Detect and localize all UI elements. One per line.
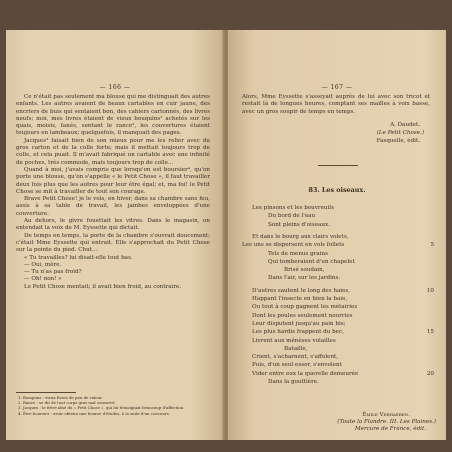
poem-line: Qui tomberaient d'un chapelet <box>268 258 355 265</box>
dialogue-line: — Oui, mère. <box>24 261 62 268</box>
paragraph: Le Petit Chose mentait; il avait bien froid, au contraire. <box>24 283 182 290</box>
line-number: 5 <box>430 242 434 249</box>
footnote: 3. Jacques : le frère aîné du « Petit Chose », qui lui témoignait beaucoup d'affection. <box>18 405 185 411</box>
poem-line: Dans la gouttière. <box>268 379 319 385</box>
paragraph: De temps en temps, la porte de la chambre s'ouvrait doucement; c'était Mme Eyssette qui entrait. Elle s'approchait du Petit Chose sur la pointe du pied. Chut... <box>16 232 210 254</box>
dialogue-line: — Tu n'as pas froid? <box>24 269 82 276</box>
page-number: — 167 — <box>321 84 353 91</box>
poem-line: Dans l'air, sur les jardins. <box>268 275 341 282</box>
poem-line: Brisé soudain, <box>284 267 325 274</box>
poem-line: Tels de menus grains <box>268 250 329 257</box>
section-divider <box>318 165 358 166</box>
poem-line: Vider entre eux la querelle demeurée <box>252 370 359 377</box>
poem-author: Émile Verhaeren. <box>362 412 410 418</box>
poem-line: Et dans le bourg aux clairs volets, <box>252 233 349 240</box>
poem-line: Les plus hardis frappent du bec, <box>252 329 344 336</box>
poem-line: Crient, s'acharnent, s'affolent, <box>252 354 339 361</box>
poem-line: Happant l'insecte en bien la baie, <box>252 296 348 302</box>
left-page <box>6 30 224 440</box>
right-page-intro <box>242 94 430 116</box>
line-number: 15 <box>426 329 434 336</box>
poem-line: Leur disputent jusqu'au pain bis; <box>252 320 346 327</box>
footnote: 1. Bouquins : vieux livres de peu de valeur. <box>18 395 103 400</box>
paragraph: Ce n'était pas seulement ma blouse qui me distinguait des autres enfants. Les autres avaient de beaux cartables en cuir jaune, des encriers de buis qui sentaient bon, des cahiers cartonnés, des livres neufs; moi, mes livres étaient de vieux bouquins¹ achetés sur les quais, moisis, fanés, sentant le rance², les couvertures étaient toujours en lambeaux; quelquefois, il manquait des pages. <box>16 94 210 137</box>
paragraph: Brave Petit Chose! je le vois, en hiver, dans sa chambre sans feu, assis à sa table de travail, les jambes enveloppées d'une couverture. <box>16 196 210 217</box>
poem-line: Dont les poules seulement nourries <box>252 312 353 319</box>
attribution-author: A. Daudet. <box>390 122 420 128</box>
paragraph: Au dehors, le givre fouettait les vitres. Dans le magasin, on entendait la voix de M. Eyssette qui dictait. <box>16 218 210 232</box>
poem-publisher: Mercure de France, édit. <box>354 426 426 432</box>
dialogue-line: « Tu travailles? lui disait-elle tout bas. <box>24 254 133 261</box>
open-book <box>6 30 446 440</box>
poem-title: 83. Les oiseaux. <box>308 186 366 194</box>
poem-line: Ou tout à coup gagnent les métairies <box>252 304 358 311</box>
poem-line: Sont pleins d'oiseaux. <box>268 221 330 228</box>
dialogue-line: — Oh! non! » <box>24 276 62 283</box>
poem-work: (Toute la Flandre. III. Les Plaines.) <box>337 419 436 425</box>
attribution-work: (Le Petit Chose.) <box>376 130 424 136</box>
footnotes <box>18 395 210 416</box>
poem-line: Les pinsons et les bouvreuils <box>252 205 334 211</box>
footnote-divider <box>16 392 76 393</box>
poem-line: Les uns se dispersent en vols follets <box>242 242 345 249</box>
poem-line: Du bord de l'eau <box>268 213 316 220</box>
line-number: 10 <box>426 287 434 294</box>
attribution-publisher: Fasquelle, édit. <box>376 138 420 144</box>
footnote: 4. Être boursier : avoir obtenu une bourse d'études, à la suite d'un concours. <box>18 410 170 416</box>
paragraph: Jacques³ faisait bien de son mieux pour me les relier avec du gros carton et de la colle forte; mais il mettait toujours trop de colle, et cela puait. Il m'avait fabriqué un cartable avec une infinité de poches, très commode, mais toujours trop de colle... <box>16 137 210 166</box>
poem-line: Puis, d'un seul essor, s'envolent <box>252 362 342 369</box>
line-number: 20 <box>426 370 434 377</box>
page-number: — 166 — <box>99 84 131 91</box>
right-page <box>228 30 446 440</box>
paragraph: Alors, Mme Eyssette s'asseyait auprès de lui avec son tricot et restait là de longues heures, comptant ses mailles à voix basse, avec un gros soupir de temps en temps. <box>242 94 430 115</box>
poem-line: Livrent aux ménèses volailles <box>252 337 336 344</box>
poem-line: D'autres sautent le long des haies, <box>252 287 351 294</box>
poem-line: Bataille, <box>284 345 308 352</box>
footnote: 2. Rance : se dit de tout corps gras mal conservé. <box>18 400 116 406</box>
left-page-body <box>16 94 210 291</box>
paragraph: Quand à moi, j'avais compris que lorsqu'on est boursier⁴, qu'on porte une blouse, qu'on s'appelle « le Petit Chose », il faut travailler deux fois plus que les autres pour leur être égal; et, ma foi! le Petit Chose se mit à travailler de tout son courage. <box>16 166 210 195</box>
